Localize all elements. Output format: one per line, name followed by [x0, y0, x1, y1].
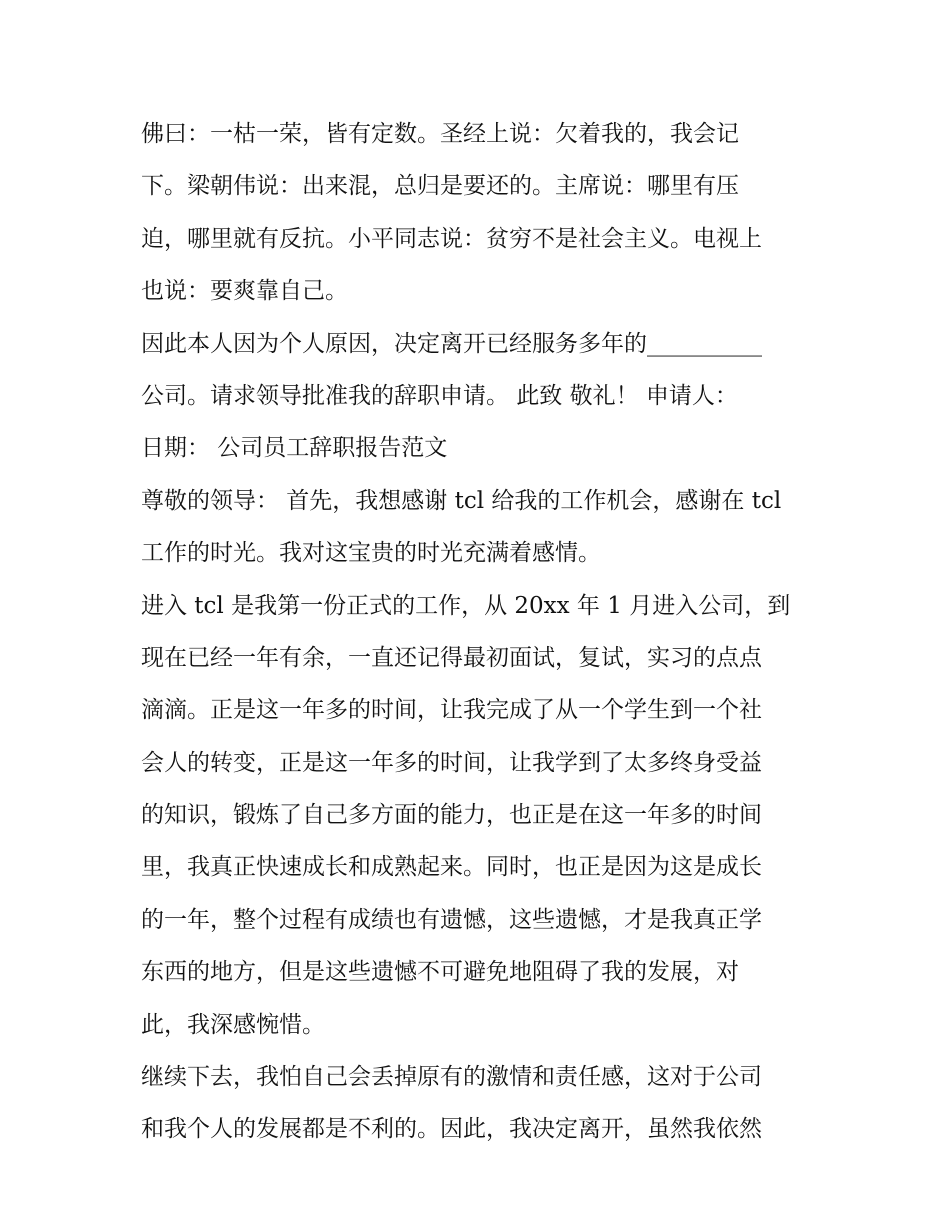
text-line: 工作的时光。我对这宝贵的时光充满着感情。: [141, 540, 601, 567]
text-line: 的一年，整个过程有成绩也有遗憾，这些遗憾，才是我真正学: [141, 906, 762, 933]
text-line: 进入 tcl 是我第一份正式的工作，从 20xx 年 1 月进入公司，到: [141, 592, 791, 619]
text-line: 此，我深感惋惜。: [141, 1011, 325, 1038]
text-line: 因此本人因为个人原因，决定离开已经服务多年的__________: [141, 330, 762, 357]
text-line: 也说：要爽靠自己。: [141, 278, 348, 305]
text-line: 日期： 公司员工辞职报告范文: [141, 435, 448, 462]
text-line: 里，我真正快速成长和成熟起来。同时，也正是因为这是成长: [141, 854, 762, 881]
text-line: 东西的地方，但是这些遗憾不可避免地阻碍了我的发展，对: [141, 959, 739, 986]
document-body: [141, 108, 813, 1156]
text-line: 下。梁朝伟说：出来混，总归是要还的。主席说：哪里有压: [141, 173, 739, 200]
text-line: 会人的转变，正是这一年多的时间，让我学到了太多终身受益: [141, 749, 762, 776]
text-line: 继续下去，我怕自己会丢掉原有的激情和责任感，这对于公司: [141, 1064, 762, 1091]
text-line: 尊敬的领导： 首先，我想感谢 tcl 给我的工作机会，感谢在 tcl: [141, 487, 782, 514]
text-line: 迫，哪里就有反抗。小平同志说：贫穷不是社会主义。电视上: [141, 225, 762, 252]
text-line: 公司。请求领导批准我的辞职申请。 此致 敬礼！ 申请人：: [141, 382, 738, 409]
text-line: 的知识，锻炼了自己多方面的能力，也正是在这一年多的时间: [141, 802, 762, 829]
text-line: 佛曰：一枯一荣，皆有定数。圣经上说：欠着我的，我会记: [141, 121, 739, 147]
text-line: 和我个人的发展都是不利的。因此，我决定离开，虽然我依然: [141, 1116, 762, 1143]
text-line: 滴滴。正是这一年多的时间，让我完成了从一个学生到一个社: [141, 697, 762, 724]
text-line: 现在已经一年有余，一直还记得最初面试，复试，实习的点点: [141, 644, 762, 671]
